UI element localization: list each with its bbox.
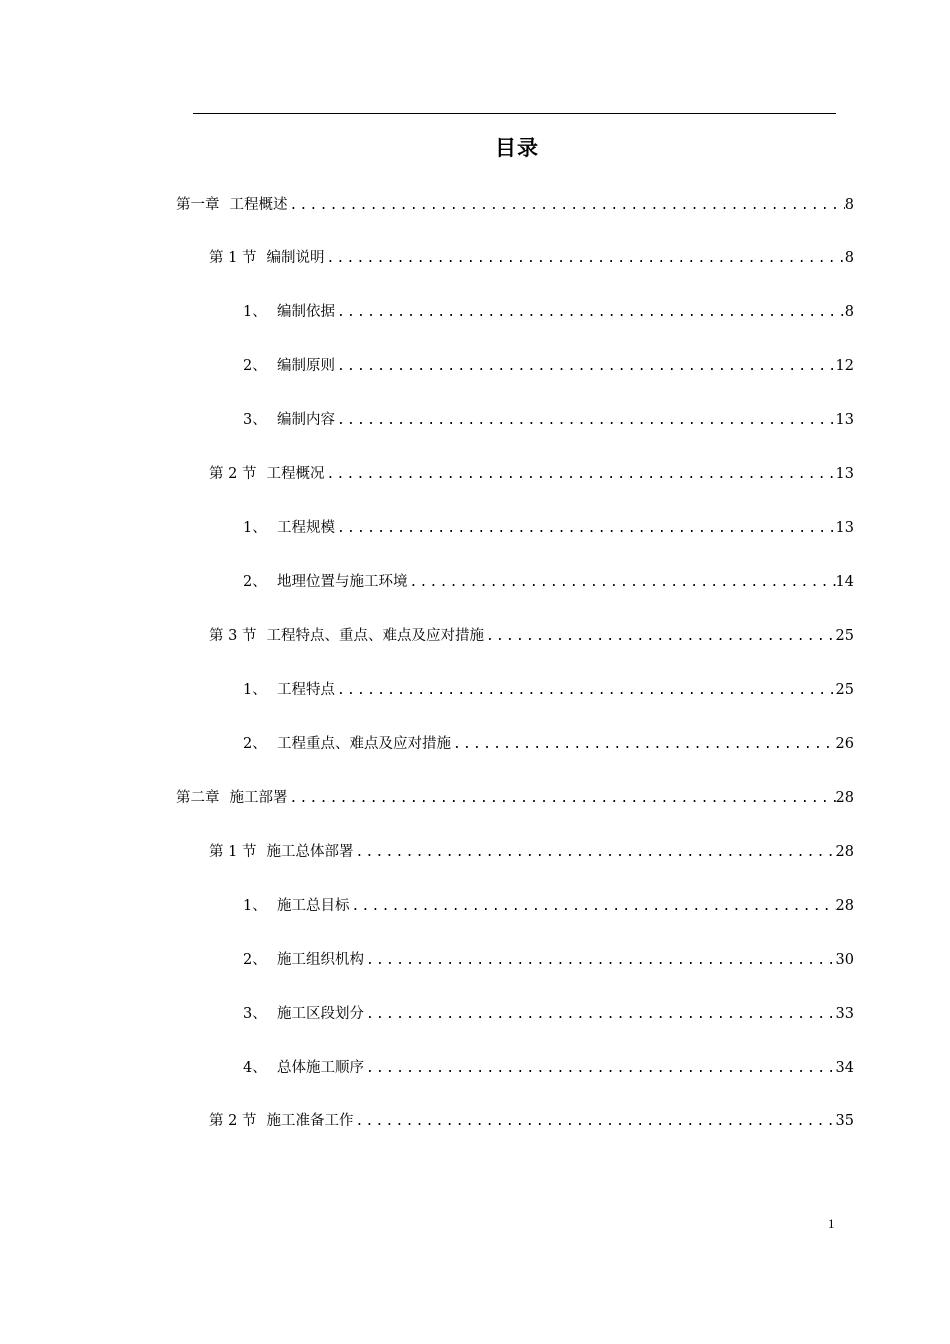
toc-leader-dots (350, 897, 836, 917)
toc-entry[interactable] (209, 248, 854, 268)
toc-entry[interactable] (176, 788, 854, 808)
toc-leader-dots (408, 573, 836, 593)
toc-entry-number: 2、 (243, 736, 267, 752)
toc-entry-title: 施工总体部署 (266, 844, 354, 860)
toc-entry-number: 第一章 (176, 197, 220, 213)
toc-leader-dots (324, 249, 844, 269)
toc-entry[interactable] (243, 734, 854, 754)
toc-entry[interactable] (243, 572, 854, 592)
toc-entry-page: 28 (835, 844, 854, 860)
footer-page-number: 1 (828, 1216, 835, 1231)
toc-leader-dots (335, 303, 845, 323)
toc-leader-dots (335, 411, 836, 431)
page-title: 目录 (495, 136, 539, 160)
toc-entry-title: 施工组织机构 (277, 952, 364, 968)
toc-entry[interactable] (243, 1004, 854, 1024)
toc-entry-title: 编制说明 (266, 250, 325, 266)
toc-entry[interactable] (243, 410, 854, 430)
toc-entry[interactable] (176, 195, 854, 215)
toc-leader-dots (484, 627, 836, 647)
toc-entry-page: 8 (844, 304, 854, 320)
toc-entry-page: 13 (835, 412, 854, 428)
toc-entry[interactable] (209, 842, 854, 862)
toc-leader-dots (288, 789, 836, 809)
toc-leader-dots (364, 1059, 836, 1079)
toc-entry-title: 施工准备工作 (266, 1113, 354, 1129)
toc-entry-page: 30 (835, 952, 854, 968)
toc-entry[interactable] (243, 950, 854, 970)
toc-leader-dots (364, 951, 836, 971)
toc-entry-number: 3、 (243, 412, 267, 428)
toc-leader-dots (324, 465, 835, 485)
toc-entry-page: 33 (835, 1006, 854, 1022)
toc-entry-number: 1、 (243, 304, 267, 320)
toc-entry-title: 工程规模 (277, 520, 335, 536)
toc-entry-number: 第 1 节 (209, 844, 257, 860)
toc-entry-number: 第 1 节 (209, 250, 257, 266)
toc-entry-title: 工程重点、难点及应对措施 (277, 736, 451, 752)
toc-entry-title: 总体施工顺序 (277, 1060, 364, 1076)
toc-leader-dots (364, 1005, 836, 1025)
toc-entry-number: 4、 (243, 1060, 267, 1076)
toc-entry-page: 13 (835, 520, 854, 536)
toc-entry-title: 工程概述 (229, 197, 288, 213)
toc-leader-dots (353, 843, 835, 863)
toc-entry-title: 地理位置与施工环境 (277, 574, 408, 590)
toc-entry-page: 28 (835, 790, 854, 806)
toc-entry-page: 25 (835, 682, 854, 698)
toc-entry-page: 8 (844, 250, 854, 266)
header-rule (193, 113, 836, 114)
toc-entry[interactable] (209, 464, 854, 484)
toc-entry-page: 14 (835, 574, 854, 590)
toc-entry-title: 施工总目标 (277, 898, 350, 914)
toc-entry-number: 1、 (243, 520, 267, 536)
toc-leader-dots (353, 1112, 835, 1132)
toc-entry-title: 施工区段划分 (277, 1006, 364, 1022)
toc-entry-title: 工程特点 (277, 682, 335, 698)
toc-entry-number: 1、 (243, 682, 267, 698)
toc-entry-title: 施工部署 (229, 790, 288, 806)
toc-entry-page: 35 (835, 1113, 854, 1129)
toc-entry-number: 第 2 节 (209, 1113, 257, 1129)
toc-entry[interactable] (243, 896, 854, 916)
toc-entry[interactable] (243, 680, 854, 700)
toc-leader-dots (451, 735, 836, 755)
toc-leader-dots (288, 196, 845, 216)
toc-entry[interactable] (209, 626, 854, 646)
toc-entry-page: 8 (844, 197, 854, 213)
toc-entry[interactable] (243, 302, 854, 322)
toc-leader-dots (335, 681, 836, 701)
toc-entry-number: 第二章 (176, 790, 220, 806)
toc-entry-title: 编制原则 (277, 358, 335, 374)
toc-leader-dots (335, 357, 836, 377)
toc-entry-number: 3、 (243, 1006, 267, 1022)
toc-leader-dots (335, 519, 836, 539)
toc-entry-page: 34 (835, 1060, 854, 1076)
toc-entry-number: 第 3 节 (209, 628, 257, 644)
toc-entry-number: 2、 (243, 358, 267, 374)
toc-entry-title: 工程特点、重点、难点及应对措施 (266, 628, 484, 644)
toc-entry-page: 25 (835, 628, 854, 644)
toc-entry-title: 工程概况 (266, 466, 325, 482)
toc-entry-page: 26 (835, 736, 854, 752)
toc-entry-number: 2、 (243, 952, 267, 968)
toc-entry-number: 2、 (243, 574, 267, 590)
toc-entry-page: 12 (835, 358, 854, 374)
toc-entry-page: 28 (835, 898, 854, 914)
toc-entry[interactable] (243, 1058, 854, 1078)
toc-entry-number: 第 2 节 (209, 466, 257, 482)
toc-entry[interactable] (243, 356, 854, 376)
toc-entry[interactable] (209, 1111, 854, 1131)
toc-entry-title: 编制依据 (277, 304, 335, 320)
toc-entry-title: 编制内容 (277, 412, 335, 428)
toc-entry-number: 1、 (243, 898, 267, 914)
toc-entry-page: 13 (835, 466, 854, 482)
toc-entry[interactable] (243, 518, 854, 538)
